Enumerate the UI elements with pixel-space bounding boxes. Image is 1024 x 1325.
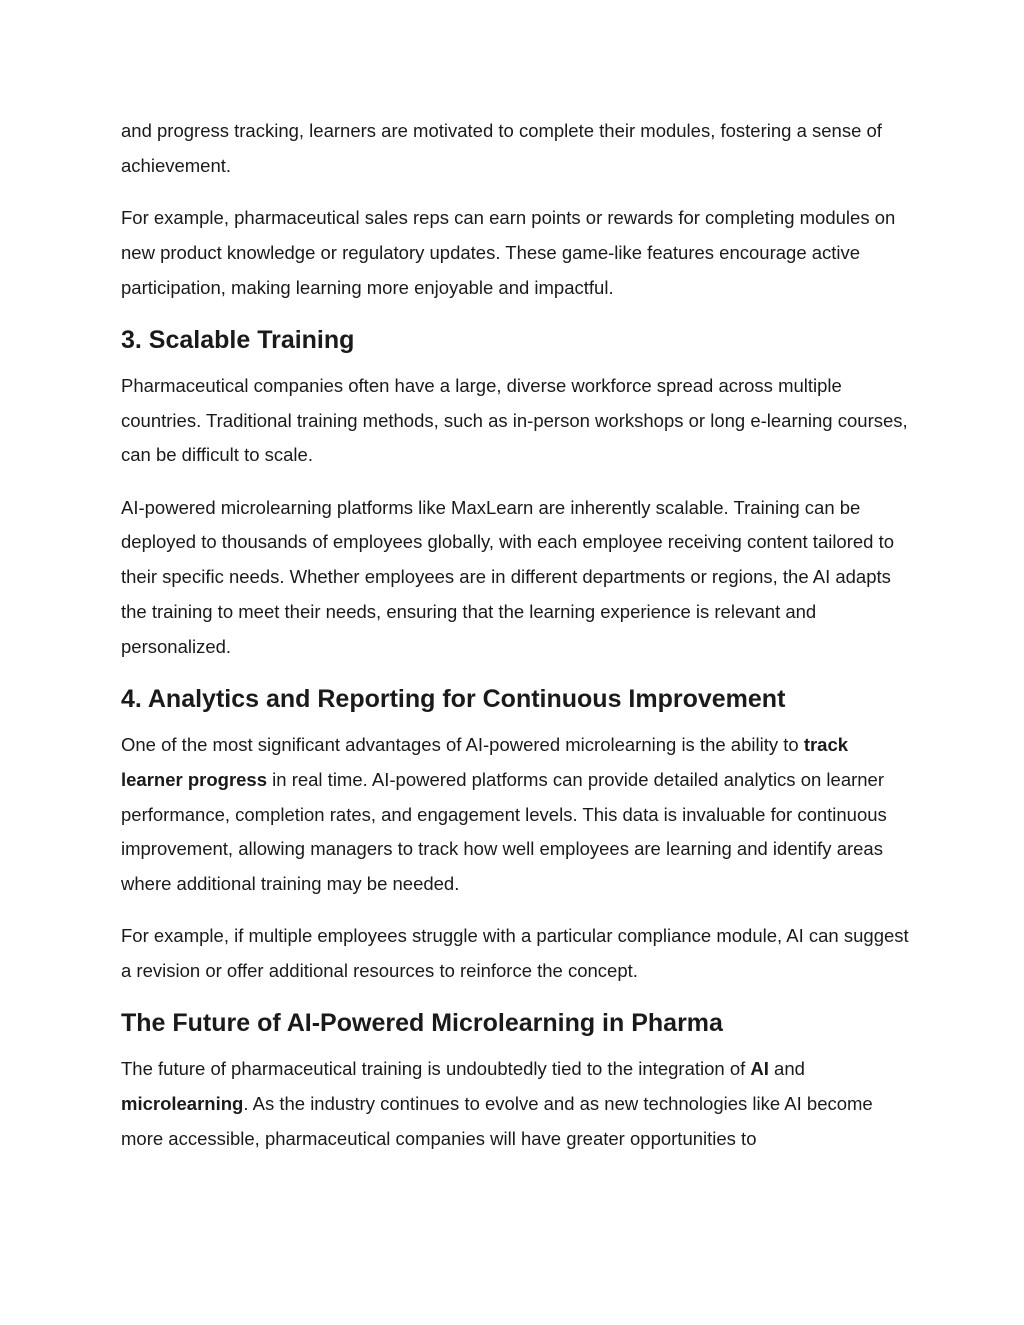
future-heading: The Future of AI-Powered Microlearning in Pharma bbox=[121, 1009, 723, 1038]
microlearning-bold: microlearning bbox=[121, 1093, 244, 1115]
gamification-example-paragraph: For example, pharmaceutical sales reps can earn points or rewards for completing modules on new product knowledge or regulatory updates. These game-like features encourage active participation, making learning more enjoyable and impactful. bbox=[121, 206, 896, 298]
future-text-3: . As the industry continues to evolve and as new technologies like AI become more accessible, pharmaceutical companies will have greater opportunities to bbox=[121, 1093, 873, 1149]
analytics-text-after: in real time. AI-powered platforms can provide detailed analytics on learner performance, completion rates, and engagement levels. This data is invaluable for continuous improvement, allowing managers to track how well employees are learning and identify areas where additional training may be needed. bbox=[121, 768, 887, 895]
analytics-paragraph-2: For example, if multiple employees struggle with a particular compliance module, AI can suggest a revision or offer additional resources to reinforce the concept. bbox=[121, 925, 909, 982]
intro-continuation-paragraph: and progress tracking, learners are motivated to complete their modules, fostering a sense of achievement. bbox=[121, 120, 882, 176]
future-text-1: The future of pharmaceutical training is undoubtedly tied to the integration of bbox=[121, 1058, 751, 1080]
analytics-text-before: One of the most significant advantages of AI-powered microlearning is the ability to bbox=[121, 733, 804, 755]
ai-bold: AI bbox=[750, 1058, 769, 1080]
scalable-paragraph-2: AI-powered microlearning platforms like MaxLearn are inherently scalable. Training can be deployed to thousands of employees globally, with each employee receiving content tailored to their specific needs. Whether employees are in different departments or regions, the AI adapts the training to meet their needs, ensuring that the learning experience is relevant and personalized. bbox=[121, 496, 895, 657]
analytics-heading: 4. Analytics and Reporting for Continuous Improvement bbox=[121, 684, 786, 713]
document-page bbox=[121, 114, 911, 1174]
future-text-2: and bbox=[768, 1058, 805, 1080]
track-learner-progress-bold: track learner progress bbox=[121, 733, 849, 790]
scalable-training-heading: 3. Scalable Training bbox=[121, 325, 355, 354]
scalable-paragraph-1: Pharmaceutical companies often have a large, diverse workforce spread across multiple countries. Traditional training methods, such as in-person workshops or long e-learning courses, can be difficult to scale. bbox=[121, 374, 908, 466]
analytics-paragraph-1 bbox=[121, 728, 911, 902]
future-paragraph bbox=[121, 1052, 911, 1156]
